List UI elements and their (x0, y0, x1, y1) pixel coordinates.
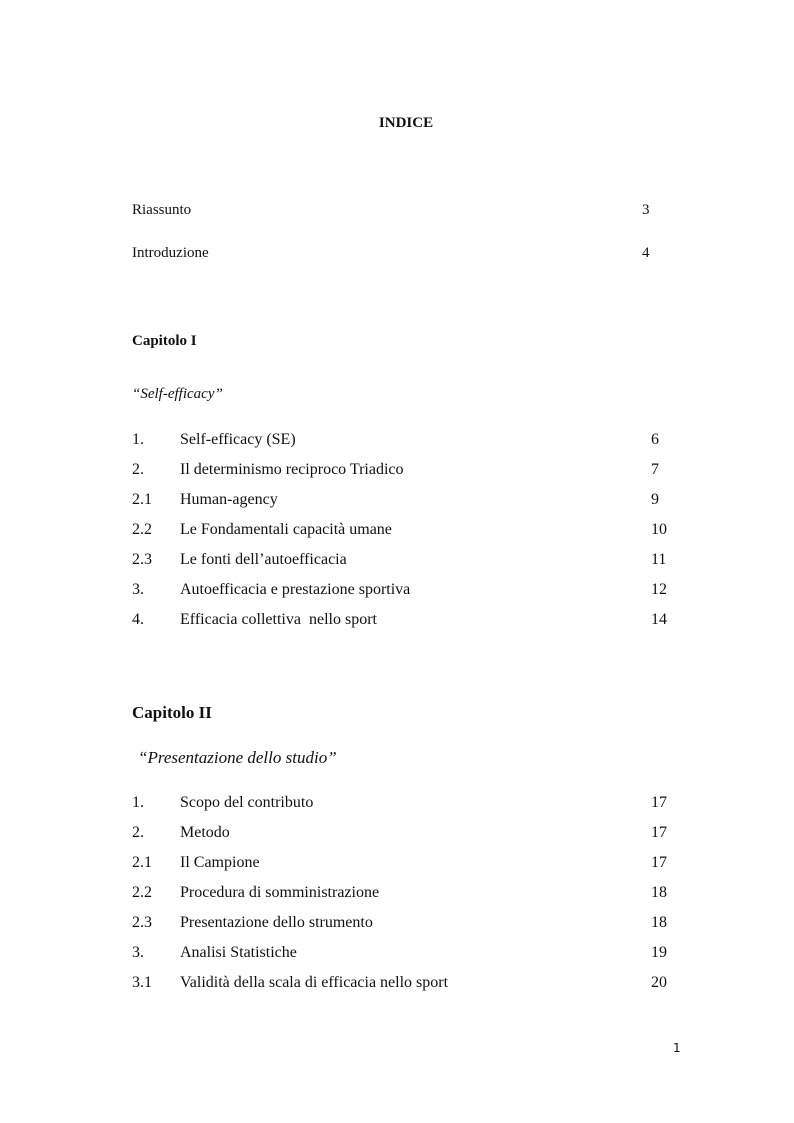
toc-entry-number: 2. (132, 824, 144, 841)
toc-entry (0, 521, 794, 543)
toc-entry (0, 824, 794, 846)
toc-entry-page: 14 (651, 611, 667, 628)
toc-entry (0, 461, 794, 483)
toc-entry-page: 6 (651, 431, 659, 448)
toc-entry-number: 3. (132, 581, 144, 598)
toc-entry (0, 431, 794, 453)
toc-entry-text: Le Fondamentali capacità umane (180, 521, 392, 538)
toc-entry-text: Human-agency (180, 491, 278, 508)
toc-entry-number: 2. (132, 461, 144, 478)
toc-front-label: Riassunto (132, 202, 192, 218)
toc-entry-page: 18 (651, 884, 667, 901)
toc-front-page: 4 (642, 245, 650, 261)
toc-entry (0, 551, 794, 573)
toc-entry (0, 611, 794, 633)
toc-entry-page: 7 (651, 461, 659, 478)
toc-entry-page: 9 (651, 491, 659, 508)
toc-entry-page: 20 (651, 974, 667, 991)
toc-entry (0, 854, 794, 876)
toc-front-label: Introduzione (132, 245, 209, 261)
toc-entry-text: Presentazione dello strumento (180, 914, 373, 931)
toc-entry-number: 3.1 (132, 974, 152, 991)
toc-entry-text: Metodo (180, 824, 230, 841)
toc-entry-page: 17 (651, 794, 667, 811)
toc-entry-number: 2.2 (132, 521, 152, 538)
chapter-1-subtitle-italic: efficacy” (167, 386, 223, 402)
toc-entry-number: 2.1 (132, 491, 152, 508)
toc-entry-text: Il determinismo reciproco Triadico (180, 461, 404, 478)
chapter-1-subtitle (132, 386, 223, 403)
toc-entry-page: 12 (651, 581, 667, 598)
toc-entry-page: 17 (651, 824, 667, 841)
chapter-2-heading: Capitolo II (132, 703, 212, 722)
toc-entry-number: 1. (132, 794, 144, 811)
toc-entry (0, 581, 794, 603)
toc-entry (0, 944, 794, 966)
toc-entry-text: Analisi Statistiche (180, 944, 297, 961)
toc-entry (0, 794, 794, 816)
toc-entry-text: Efficacia collettiva nello sport (180, 611, 377, 628)
toc-entry-number: 4. (132, 611, 144, 628)
toc-title: INDICE (378, 115, 434, 131)
toc-entry-number: 1. (132, 431, 144, 448)
toc-entry-number: 2.1 (132, 854, 152, 871)
chapter-2-subtitle: “Presentazione dello studio” (138, 748, 337, 767)
toc-entry (0, 914, 794, 936)
toc-entry-text: Le fonti dell’autoefficacia (180, 551, 347, 568)
toc-entry (0, 884, 794, 906)
toc-entry-text: Validità della scala di efficacia nello sport (180, 974, 449, 991)
toc-entry (0, 974, 794, 996)
toc-entry-number: 2.3 (132, 551, 152, 568)
toc-entry-number: 2.3 (132, 914, 152, 931)
toc-entry (0, 491, 794, 513)
toc-entry-page: 11 (651, 551, 667, 568)
toc-entry-text: Il Campione (180, 854, 260, 871)
toc-entry-page: 19 (651, 944, 667, 961)
toc-entry-text: Procedura di somministrazione (180, 884, 380, 901)
toc-entry-page: 18 (651, 914, 667, 931)
toc-entry-page: 17 (651, 854, 667, 871)
toc-entry-text: Self-efficacy (SE) (180, 431, 296, 448)
toc-entry-number: 2.2 (132, 884, 152, 901)
toc-entry-page: 10 (651, 521, 667, 538)
toc-front-page: 3 (642, 202, 650, 218)
toc-entry-number: 3. (132, 944, 144, 961)
page-number: 1 (673, 1041, 681, 1055)
chapter-1-subtitle-prefix: “Self- (132, 386, 168, 402)
toc-entry-text: Scopo del contributo (180, 794, 314, 811)
chapter-1-heading: Capitolo I (132, 333, 197, 349)
toc-entry-text: Autoefficacia e prestazione sportiva (180, 581, 411, 598)
